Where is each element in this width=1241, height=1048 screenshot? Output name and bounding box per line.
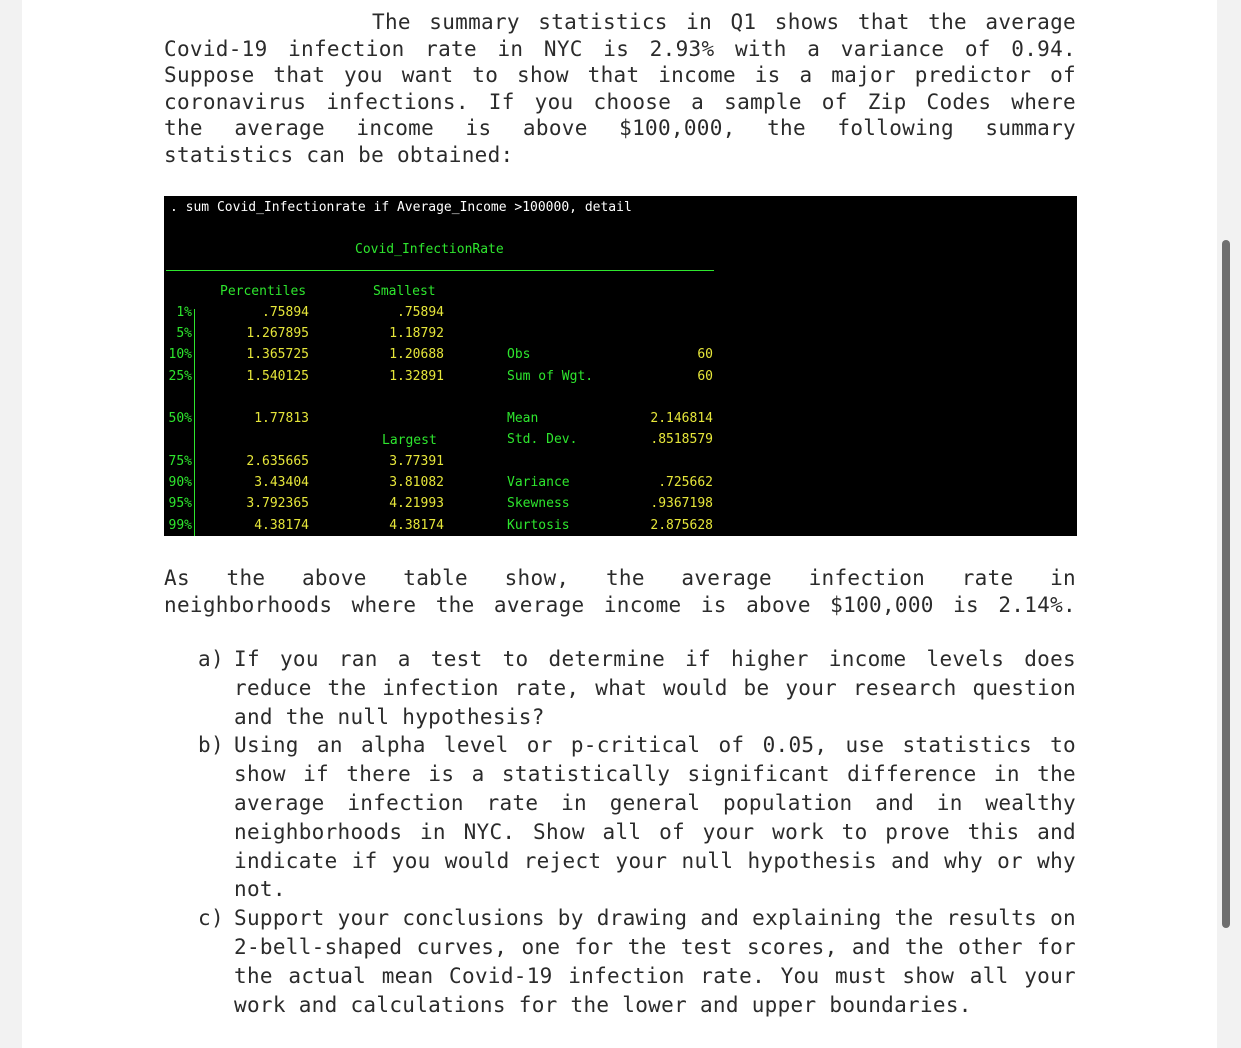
stata-divider — [166, 270, 714, 271]
intro-line: The summary statistics in Q1 shows that the average — [372, 10, 1076, 34]
percentile-value: 1.77813 — [254, 411, 309, 426]
stata-output — [164, 196, 1077, 536]
stat-value: 2.875628 — [650, 518, 713, 533]
percentile-value: 2.635665 — [246, 454, 309, 469]
after-line: As the above table show, the average infection rate in — [164, 566, 1076, 590]
after-line: neighborhoods where the average income is above $100,000 is 2.14%. — [164, 592, 1076, 617]
stat-label: Skewness — [507, 496, 570, 511]
intro-line: coronavirus infections. If you choose a sample of Zip Codes where — [164, 89, 1076, 114]
percentile-value: 1.267895 — [246, 326, 309, 341]
percentile-label: 5% — [176, 326, 192, 341]
question-label: b) — [198, 733, 224, 758]
percentile-value: 4.38174 — [254, 518, 309, 533]
percentile-value: 3.792365 — [246, 496, 309, 511]
percentile-value: .75894 — [262, 305, 309, 320]
extreme-value: 3.81082 — [389, 475, 444, 490]
intro-line: Covid-19 infection rate in NYC is 2.93% with a variance of 0.94. — [164, 36, 1076, 61]
stat-label: Kurtosis — [507, 518, 570, 533]
stat-value: .9367198 — [650, 496, 713, 511]
stat-label: Obs — [507, 347, 531, 362]
after-paragraph — [164, 565, 1076, 618]
percentile-label: 95% — [168, 496, 192, 511]
extreme-value: 1.20688 — [389, 347, 444, 362]
stat-value: 2.146814 — [650, 411, 713, 426]
question-label: a) — [198, 647, 224, 671]
stat-label: Variance — [507, 475, 570, 490]
stat-label: Std. Dev. — [507, 432, 578, 447]
question-b — [198, 731, 1076, 904]
stata-command: . sum Covid_Infectionrate if Average_Income >100000, detail — [170, 200, 632, 215]
percentile-label: 90% — [168, 475, 192, 490]
stat-value: 60 — [697, 369, 713, 384]
stata-varname: Covid_InfectionRate — [355, 242, 504, 257]
question-a — [198, 645, 1076, 731]
percentile-label: 25% — [168, 369, 192, 384]
stat-value: .725662 — [658, 475, 713, 490]
extreme-value: 1.32891 — [389, 369, 444, 384]
extreme-value: 4.21993 — [389, 496, 444, 511]
extreme-value: 3.77391 — [389, 454, 444, 469]
percentile-label: 75% — [168, 454, 192, 469]
extreme-value: .75894 — [397, 305, 444, 320]
percentile-value: 1.365725 — [246, 347, 309, 362]
question-text: Using an alpha level or p-critical of 0.05, use statistics to show if there is a statistically significant difference in the average infection rate in general population and in wealthy neighborhoods in NYC. Show all of your work to prove this and indicate if you would reject your null hypothesis and why or why not. — [234, 733, 1076, 902]
extreme-value: 1.18792 — [389, 326, 444, 341]
extreme-value: 4.38174 — [389, 518, 444, 533]
intro-paragraph — [164, 9, 1076, 168]
header-percentiles: Percentiles — [220, 284, 307, 299]
header-largest: Largest — [382, 433, 437, 448]
stat-value: 60 — [697, 347, 713, 362]
question-label: c) — [198, 906, 224, 931]
stat-label: Sum of Wgt. — [507, 369, 594, 384]
percentile-value: 1.540125 — [246, 369, 309, 384]
percentile-label: 1% — [176, 305, 192, 320]
stat-label: Mean — [507, 411, 539, 426]
percentile-value: 3.43404 — [254, 475, 309, 490]
stat-value: .8518579 — [650, 432, 713, 447]
intro-line: the average income is above $100,000, the following summary — [164, 116, 1076, 140]
vertical-scrollbar[interactable] — [1222, 240, 1230, 928]
header-smallest: Smallest — [373, 284, 436, 299]
percentile-label: 10% — [168, 347, 192, 362]
question-text: Support your conclusions by drawing and explaining the results on 2-bell-shaped curves, one for the test scores, and the other for the actual mean Covid-19 infection rate. You must show all your work and calculations for the lower and upper boundaries. — [234, 906, 1076, 1017]
question-c — [198, 904, 1076, 1019]
question-list — [198, 645, 1076, 1019]
percentile-label: 50% — [168, 411, 192, 426]
percentile-label: 99% — [168, 518, 192, 533]
intro-line: Suppose that you want to show that income is a major predictor of — [164, 63, 1076, 87]
intro-line: statistics can be obtained: — [164, 142, 514, 167]
question-text: If you ran a test to determine if higher income levels does reduce the infection rate, what would be your research question and the null hypothesis? — [234, 647, 1076, 729]
stata-column-rule — [194, 309, 195, 536]
